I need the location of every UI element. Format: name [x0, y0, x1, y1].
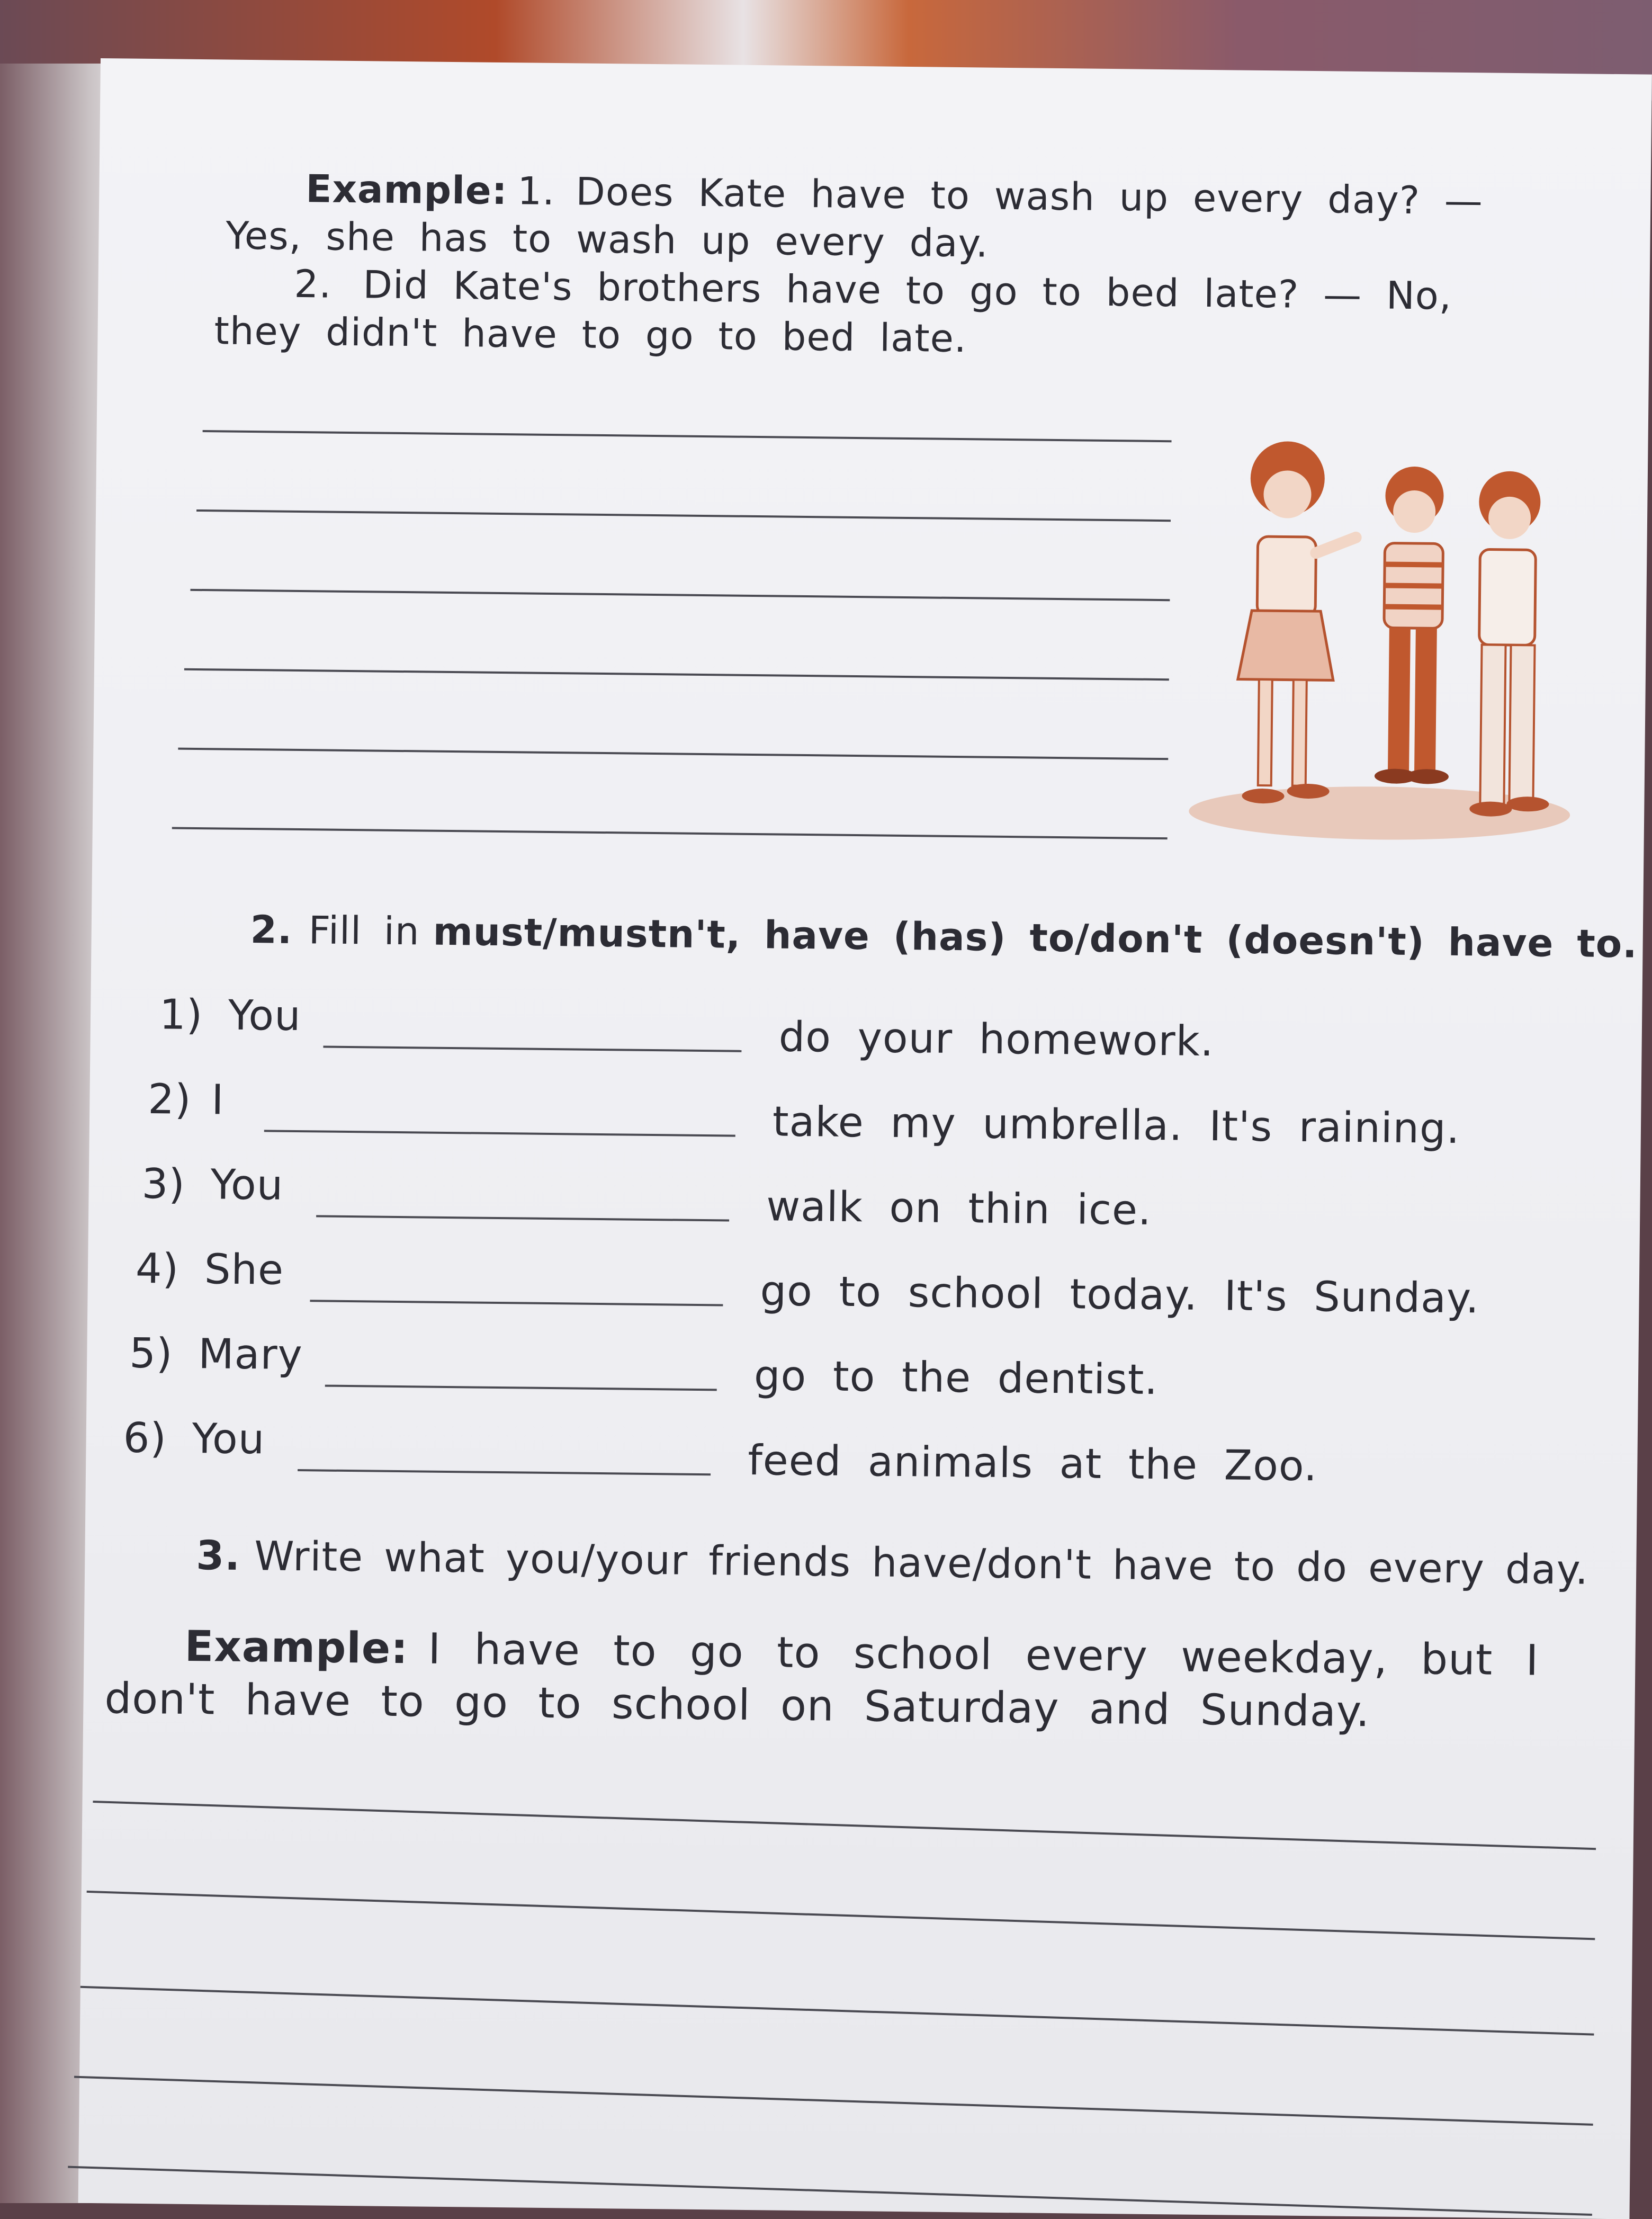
item-number: 2) [147, 1076, 192, 1124]
example-label: Example: [306, 166, 508, 213]
example-2-question: Did Kate's brothers have to go to bed late? — No, [363, 262, 1452, 318]
answer-line[interactable] [93, 1801, 1596, 1850]
example-2-number: 2. [294, 261, 332, 307]
item-subject: You [228, 991, 302, 1041]
answer-line[interactable] [74, 2076, 1593, 2126]
exercise-3-number: 3. [195, 1532, 241, 1579]
exercise-3-example-label: Example: [184, 1621, 409, 1674]
item-rest: feed animals at the Zoo. [747, 1436, 1318, 1491]
item-number: 6) [123, 1414, 167, 1463]
exercise-3-example-line2: don't have to go to school on Saturday and Sunday. [104, 1674, 1370, 1737]
fill-in-blank[interactable] [323, 1046, 741, 1052]
fill-in-blank[interactable] [298, 1469, 711, 1475]
item-number: 1) [159, 991, 203, 1040]
fill-in-blank[interactable] [310, 1300, 723, 1306]
item-number: 4) [135, 1245, 179, 1293]
item-rest: go to school today. It's Sunday. [760, 1267, 1480, 1323]
item-subject: You [192, 1415, 265, 1464]
item-subject: She [204, 1246, 284, 1294]
example-2-answer: they didn't have to go to bed late. [214, 308, 967, 361]
item-number: 5) [129, 1329, 173, 1378]
answer-line[interactable] [68, 2166, 1592, 2216]
fill-in-blank[interactable] [316, 1215, 729, 1221]
fill-in-blank[interactable] [264, 1130, 735, 1137]
boy-figure [1469, 471, 1552, 817]
exercise-2-instruction-lead: Fill in [308, 908, 420, 954]
answer-line[interactable] [172, 827, 1168, 839]
item-subject: You [210, 1161, 284, 1210]
workbook-page [78, 58, 1652, 2219]
item-rest: take my umbrella. It's raining. [772, 1098, 1460, 1153]
example-1-number: 1. [517, 168, 555, 213]
example-1-answer: Yes, she has to wash up every day. [226, 213, 989, 266]
exercise-3-instruction: Write what you/your friends have/don't have to do every day. [254, 1532, 1589, 1594]
item-rest: walk on thin ice. [766, 1183, 1152, 1234]
answer-line[interactable] [87, 1891, 1595, 1940]
children-illustration [1178, 430, 1584, 857]
answer-line[interactable] [203, 430, 1172, 442]
exercise-3-example-line1: I have to go to school every weekday, but I [428, 1624, 1539, 1685]
exercise-2-instruction-bold: must/mustn't, have (has) to/don't (doesn't) have to. [433, 909, 1638, 967]
example-1-question: Does Kate have to wash up every day? — [575, 169, 1484, 223]
girl-figure [1236, 441, 1357, 804]
answer-line[interactable] [196, 509, 1171, 522]
item-rest: do your homework. [778, 1013, 1215, 1066]
answer-line[interactable] [80, 1986, 1594, 2036]
boy-figure [1375, 466, 1452, 784]
item-subject: I [211, 1076, 225, 1124]
item-rest: go to the dentist. [753, 1352, 1159, 1404]
exercise-2-number: 2. [250, 907, 293, 952]
answer-line[interactable] [178, 748, 1168, 760]
item-subject: Mary [197, 1330, 303, 1380]
item-number: 3) [141, 1160, 186, 1209]
answer-line[interactable] [184, 668, 1169, 681]
answer-line[interactable] [190, 589, 1170, 601]
fill-in-blank[interactable] [325, 1385, 717, 1391]
